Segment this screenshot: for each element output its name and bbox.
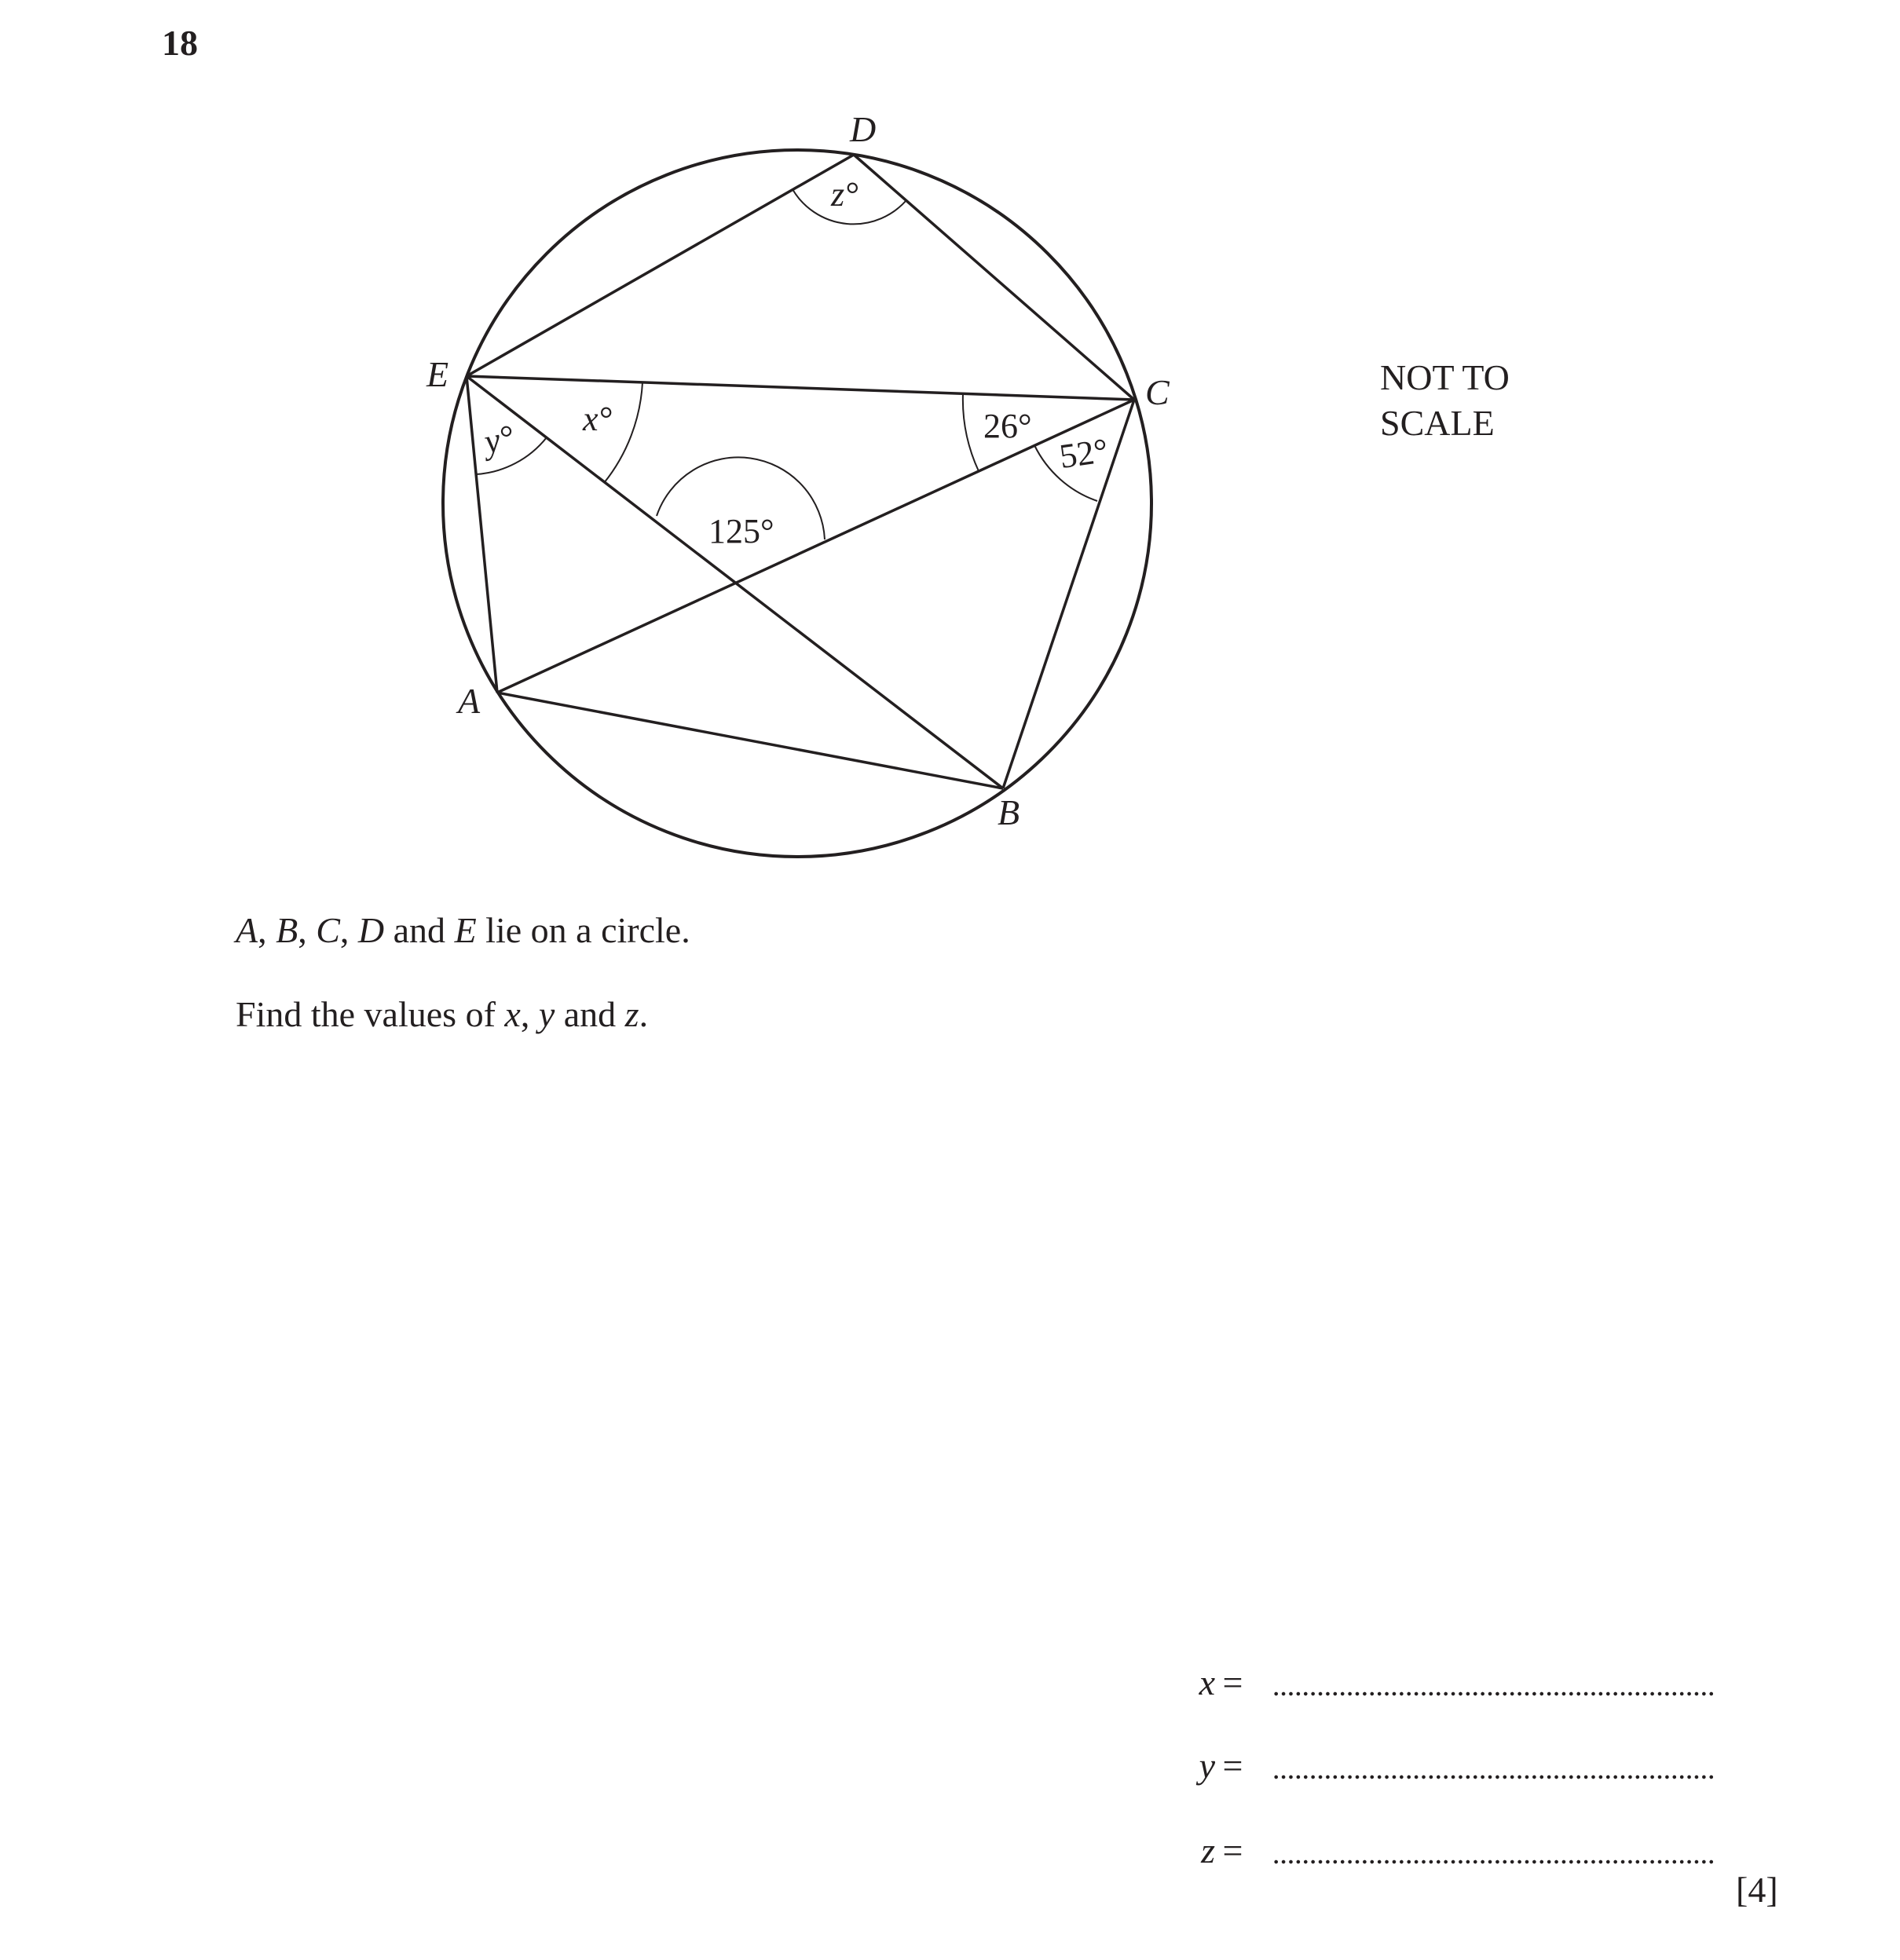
circle-geometry-diagram xyxy=(0,0,1900,879)
note-line-1: NOT TO xyxy=(1380,357,1510,397)
segment-EC xyxy=(467,376,1134,400)
angle-label-125: 125° xyxy=(708,512,774,550)
angle-label-26: 26° xyxy=(983,407,1032,445)
answer-equals: = xyxy=(1222,1745,1243,1786)
answer-equals: = xyxy=(1222,1662,1243,1702)
question-number: 18 xyxy=(162,23,198,63)
point-D: D xyxy=(357,910,385,950)
answer-var-y: y xyxy=(1199,1745,1215,1786)
instruction-text: Find the values of x, y and z. xyxy=(236,994,649,1034)
answer-row-x xyxy=(1182,1658,1716,1706)
marks: [4] xyxy=(1736,1870,1778,1910)
answer-row-y xyxy=(1182,1742,1716,1789)
vertex-label-E: E xyxy=(426,354,449,394)
point-C: C xyxy=(316,910,340,950)
segment-AC xyxy=(497,400,1134,693)
answer-line-z[interactable] xyxy=(1272,1859,1716,1864)
answer-row-z xyxy=(1182,1827,1716,1874)
segment-ED xyxy=(467,155,854,376)
vertex-label-C: C xyxy=(1145,372,1170,412)
find-var-x: x xyxy=(504,994,521,1034)
answer-var-x: x xyxy=(1199,1662,1215,1702)
note-line-2: SCALE xyxy=(1380,403,1495,443)
arc-angle-26 xyxy=(963,393,979,471)
answer-line-x[interactable] xyxy=(1272,1691,1716,1696)
statement-rest: lie on a circle. xyxy=(485,910,690,950)
angle-label-z: z° xyxy=(831,175,858,214)
vertex-label-B: B xyxy=(998,792,1020,832)
answer-equals: = xyxy=(1222,1830,1243,1870)
angle-label-x: x° xyxy=(583,400,613,438)
angle-label-52: 52° xyxy=(1056,430,1111,477)
find-var-z: z xyxy=(624,994,639,1034)
not-to-scale-note xyxy=(1380,355,1510,446)
point-A: A xyxy=(236,910,258,950)
vertex-label-D: D xyxy=(850,109,877,149)
find-prefix: Find the values of xyxy=(236,994,496,1034)
vertex-label-A: A xyxy=(458,681,481,721)
point-B: B xyxy=(276,910,298,950)
answer-line-y[interactable] xyxy=(1272,1775,1716,1779)
answer-var-z: z xyxy=(1201,1830,1215,1870)
point-E: E xyxy=(454,910,477,950)
find-var-y: y xyxy=(538,994,555,1034)
segment-AB xyxy=(497,693,1003,788)
segment-DC xyxy=(854,155,1134,400)
statement-and: and xyxy=(393,910,446,950)
statement-text: A, B, C, D and E lie on a circle. xyxy=(236,910,690,950)
find-and: and xyxy=(563,994,617,1034)
angle-label-y: y° xyxy=(481,417,518,462)
